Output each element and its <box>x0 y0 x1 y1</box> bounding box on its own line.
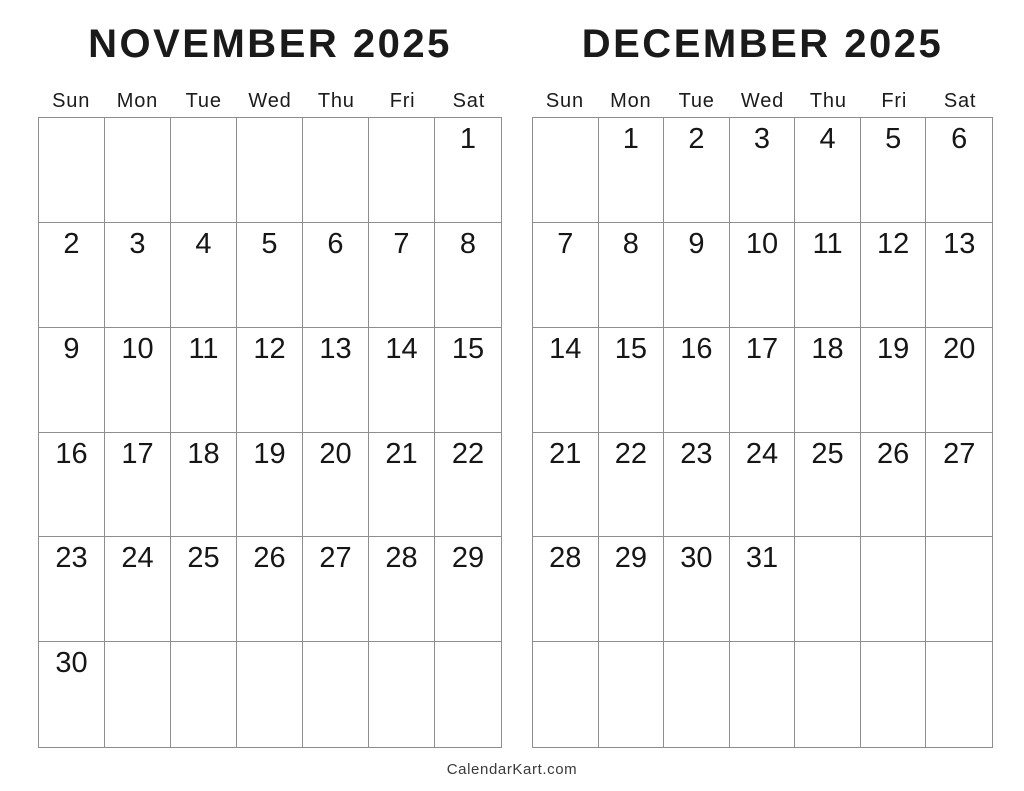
day-cell-15: 15 <box>599 328 665 433</box>
day-cell-27: 27 <box>926 433 992 538</box>
weekday-label-mon: Mon <box>610 90 652 112</box>
day-cell-25: 25 <box>171 537 237 642</box>
day-cell-empty <box>303 118 369 223</box>
day-cell-19: 19 <box>237 433 303 538</box>
weekday-label-tue: Tue <box>678 90 715 112</box>
day-cell-23: 23 <box>664 433 730 538</box>
day-cell-14: 14 <box>369 328 435 433</box>
day-cell-empty <box>795 537 861 642</box>
day-cell-18: 18 <box>171 433 237 538</box>
day-cell-empty <box>303 642 369 747</box>
day-cell-3: 3 <box>105 223 171 328</box>
calendar-december-2025 <box>532 0 993 760</box>
day-cell-1: 1 <box>435 118 501 223</box>
day-cell-11: 11 <box>795 223 861 328</box>
day-cell-empty <box>171 118 237 223</box>
day-cell-empty <box>861 642 927 747</box>
day-cell-17: 17 <box>105 433 171 538</box>
day-cell-12: 12 <box>861 223 927 328</box>
month-title-november: NOVEMBER 2025 <box>88 22 452 66</box>
weekday-label-thu: Thu <box>809 90 847 112</box>
day-cell-24: 24 <box>730 433 796 538</box>
weekday-label-tue: Tue <box>185 90 222 112</box>
weekday-label-sat: Sat <box>943 90 977 112</box>
weekday-label-thu: Thu <box>317 90 355 112</box>
day-cell-empty <box>435 642 501 747</box>
weekday-header-row-november <box>38 88 502 114</box>
weekday-label-mon: Mon <box>116 90 159 112</box>
day-cell-30: 30 <box>39 642 105 747</box>
weekday-header-row-december <box>532 88 993 114</box>
day-cell-8: 8 <box>599 223 665 328</box>
day-cell-3: 3 <box>730 118 796 223</box>
day-cell-9: 9 <box>664 223 730 328</box>
day-cell-empty <box>171 642 237 747</box>
day-cell-12: 12 <box>237 328 303 433</box>
day-cell-empty <box>861 537 927 642</box>
month-grid-december <box>532 117 993 748</box>
day-cell-17: 17 <box>730 328 796 433</box>
day-cell-26: 26 <box>861 433 927 538</box>
day-cell-25: 25 <box>795 433 861 538</box>
day-cell-21: 21 <box>533 433 599 538</box>
day-cell-1: 1 <box>599 118 665 223</box>
calendar-november-2025 <box>38 0 502 760</box>
day-cell-empty <box>926 642 992 747</box>
day-cell-20: 20 <box>303 433 369 538</box>
day-cell-14: 14 <box>533 328 599 433</box>
day-cell-empty <box>730 642 796 747</box>
day-cell-28: 28 <box>533 537 599 642</box>
day-cell-empty <box>533 118 599 223</box>
day-cell-24: 24 <box>105 537 171 642</box>
day-cell-22: 22 <box>599 433 665 538</box>
day-cell-empty <box>39 118 105 223</box>
day-cell-13: 13 <box>926 223 992 328</box>
day-cell-18: 18 <box>795 328 861 433</box>
day-cell-2: 2 <box>664 118 730 223</box>
day-cell-7: 7 <box>533 223 599 328</box>
day-cell-23: 23 <box>39 537 105 642</box>
day-cell-21: 21 <box>369 433 435 538</box>
brand-footer: CalendarKart.com <box>446 761 578 778</box>
day-cell-9: 9 <box>39 328 105 433</box>
day-cell-22: 22 <box>435 433 501 538</box>
day-cell-empty <box>369 642 435 747</box>
day-cell-empty <box>105 118 171 223</box>
weekday-label-wed: Wed <box>248 90 292 112</box>
day-cell-16: 16 <box>39 433 105 538</box>
day-cell-empty <box>664 642 730 747</box>
day-cell-empty <box>369 118 435 223</box>
day-cell-empty <box>237 642 303 747</box>
day-cell-10: 10 <box>730 223 796 328</box>
day-cell-28: 28 <box>369 537 435 642</box>
day-cell-empty <box>926 537 992 642</box>
day-cell-5: 5 <box>861 118 927 223</box>
day-cell-11: 11 <box>171 328 237 433</box>
day-cell-15: 15 <box>435 328 501 433</box>
day-cell-27: 27 <box>303 537 369 642</box>
day-cell-empty <box>105 642 171 747</box>
day-cell-26: 26 <box>237 537 303 642</box>
weekday-label-fri: Fri <box>881 90 908 112</box>
month-grid-november <box>38 117 502 748</box>
day-cell-19: 19 <box>861 328 927 433</box>
day-cell-29: 29 <box>599 537 665 642</box>
day-cell-6: 6 <box>926 118 992 223</box>
weekday-label-wed: Wed <box>740 90 785 112</box>
day-cell-7: 7 <box>369 223 435 328</box>
day-cell-8: 8 <box>435 223 501 328</box>
day-cell-4: 4 <box>171 223 237 328</box>
day-cell-31: 31 <box>730 537 796 642</box>
day-cell-20: 20 <box>926 328 992 433</box>
weekday-label-sun: Sun <box>52 90 91 112</box>
weekday-label-sun: Sun <box>545 90 584 112</box>
day-cell-empty <box>795 642 861 747</box>
day-cell-empty <box>599 642 665 747</box>
weekday-label-sat: Sat <box>452 90 486 112</box>
day-cell-empty <box>533 642 599 747</box>
day-cell-6: 6 <box>303 223 369 328</box>
day-cell-2: 2 <box>39 223 105 328</box>
day-cell-13: 13 <box>303 328 369 433</box>
day-cell-30: 30 <box>664 537 730 642</box>
day-cell-29: 29 <box>435 537 501 642</box>
weekday-label-fri: Fri <box>389 90 416 112</box>
day-cell-4: 4 <box>795 118 861 223</box>
day-cell-16: 16 <box>664 328 730 433</box>
month-title-december: DECEMBER 2025 <box>581 22 944 66</box>
day-cell-empty <box>237 118 303 223</box>
day-cell-5: 5 <box>237 223 303 328</box>
day-cell-10: 10 <box>105 328 171 433</box>
